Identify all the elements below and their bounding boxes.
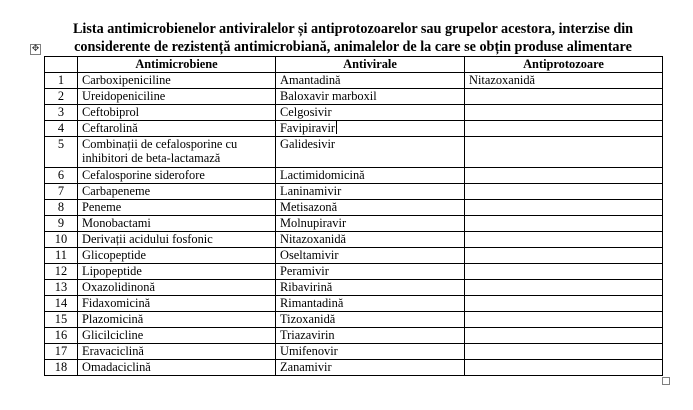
cell-antivirale-text: Baloxavir marboxil (280, 89, 377, 103)
cell-antimicrobiene-text: Combinații de cefalosporine cu inhibitori de beta-lactamază (82, 137, 238, 165)
cell-antiprotozoare[interactable] (465, 105, 663, 121)
header-num[interactable] (45, 57, 78, 73)
table-row (45, 248, 663, 264)
cell-antimicrobiene-text: Carbapeneme (82, 184, 151, 198)
table-row (45, 73, 663, 89)
cell-num-text: 5 (57, 137, 65, 151)
cell-antivirale[interactable] (276, 216, 465, 232)
table-row (45, 280, 663, 296)
cell-num[interactable] (45, 360, 78, 376)
title-line-1: Lista antimicrobienelor antiviralelor și antiprotozoarelor sau grupelor acestora, interzise din (72, 21, 634, 37)
cell-antivirale-text: Zanamivir (280, 360, 332, 374)
cell-num[interactable] (45, 137, 78, 168)
cell-antivirale[interactable] (276, 264, 465, 280)
cell-antimicrobiene-text: Peneme (82, 200, 122, 214)
cell-antimicrobiene-text: Fidaxomicină (82, 296, 151, 310)
table-row (45, 344, 663, 360)
table-row (45, 121, 663, 137)
cell-antiprotozoare[interactable] (465, 264, 663, 280)
cell-antivirale[interactable] (276, 137, 465, 168)
cell-antiprotozoare[interactable] (465, 137, 663, 168)
cell-antivirale-text: Amantadină (280, 73, 341, 87)
table-row (45, 312, 663, 328)
cell-num[interactable] (45, 296, 78, 312)
cell-antimicrobiene[interactable] (78, 344, 276, 360)
cell-antivirale-text: Celgosivir (280, 105, 332, 119)
table-row (45, 184, 663, 200)
cell-num[interactable] (45, 200, 78, 216)
cell-num[interactable] (45, 184, 78, 200)
cell-num[interactable] (45, 248, 78, 264)
table-row (45, 232, 663, 248)
cell-antiprotozoare[interactable] (465, 168, 663, 184)
antimicrobial-table (44, 56, 663, 376)
cell-num[interactable] (45, 73, 78, 89)
cell-antivirale-text: Triazavirin (280, 328, 335, 342)
cell-num-text: 3 (57, 105, 65, 119)
cell-antivirale[interactable] (276, 184, 465, 200)
cell-antimicrobiene[interactable] (78, 280, 276, 296)
table-resize-handle-icon[interactable] (662, 377, 670, 385)
table-body (45, 73, 663, 376)
cell-antiprotozoare[interactable] (465, 296, 663, 312)
table-row (45, 105, 663, 121)
cell-num[interactable] (45, 344, 78, 360)
cell-antimicrobiene[interactable] (78, 328, 276, 344)
document-title (44, 20, 662, 56)
cell-antivirale[interactable] (276, 232, 465, 248)
cell-num-text: 4 (57, 121, 65, 135)
cell-antiprotozoare[interactable] (465, 216, 663, 232)
cell-antiprotozoare[interactable] (465, 232, 663, 248)
table-row (45, 360, 663, 376)
cell-antivirale-text: Ribavirină (280, 280, 333, 294)
cell-num-text: 18 (54, 360, 68, 374)
cell-antiprotozoare[interactable] (465, 312, 663, 328)
cell-antivirale-text: Umifenovir (280, 344, 338, 358)
cell-antivirale[interactable] (276, 312, 465, 328)
header-antiprotozoare[interactable]: Antiprotozoare (465, 57, 663, 73)
cell-antivirale-text: Nitazoxanidă (280, 232, 347, 246)
cell-antimicrobiene-text: Ureidopeniciline (82, 89, 166, 103)
cell-antimicrobiene-text: Oxazolidinonă (82, 280, 155, 294)
header-antivirale[interactable]: Antivirale (276, 57, 465, 73)
cell-antimicrobiene[interactable] (78, 73, 276, 89)
cell-antimicrobiene[interactable] (78, 312, 276, 328)
cell-num-text: 16 (54, 328, 68, 342)
cell-num-text: 14 (54, 296, 68, 310)
table-row (45, 168, 663, 184)
cell-antimicrobiene[interactable] (78, 232, 276, 248)
cell-num[interactable] (45, 232, 78, 248)
cell-antivirale[interactable] (276, 105, 465, 121)
cell-antiprotozoare[interactable] (465, 360, 663, 376)
cell-antivirale[interactable] (276, 168, 465, 184)
cell-antivirale-text: Molnupiravir (280, 216, 347, 230)
cell-antimicrobiene-text: Glicilcicline (82, 328, 144, 342)
cell-num-text: 17 (54, 344, 68, 358)
cell-antimicrobiene[interactable] (78, 121, 276, 137)
cell-num[interactable] (45, 121, 78, 137)
cell-antivirale-text: Peramivir (280, 264, 329, 278)
cell-antimicrobiene-text: Derivații acidului fosfonic (82, 232, 213, 246)
cell-antimicrobiene-text: Cefalosporine siderofore (82, 168, 205, 182)
cell-antivirale[interactable] (276, 248, 465, 264)
text-cursor (336, 121, 337, 134)
title-line-2: considerente de rezistență antimicrobiană, animalelor de la care se obțin produse alimentare (74, 39, 632, 55)
cell-antimicrobiene[interactable] (78, 264, 276, 280)
cell-antiprotozoare[interactable] (465, 328, 663, 344)
cell-antivirale-text: Galidesivir (280, 137, 336, 151)
cell-num-text: 12 (54, 264, 68, 278)
cell-antivirale[interactable] (276, 280, 465, 296)
cell-antimicrobiene-text: Monobactami (82, 216, 151, 230)
cell-antivirale[interactable] (276, 89, 465, 105)
cell-antiprotozoare[interactable] (465, 280, 663, 296)
cell-antivirale-text: Favipiravir (280, 121, 336, 135)
table-header-row (45, 57, 663, 73)
cell-antivirale[interactable] (276, 200, 465, 216)
table-row (45, 328, 663, 344)
cell-antiprotozoare[interactable] (465, 73, 663, 89)
cell-antivirale[interactable] (276, 296, 465, 312)
cell-num[interactable] (45, 89, 78, 105)
cell-antimicrobiene[interactable] (78, 105, 276, 121)
cell-antimicrobiene-text: Ceftarolină (82, 121, 138, 135)
table-move-handle-icon[interactable]: ✥ (31, 44, 40, 54)
cell-num[interactable] (45, 312, 78, 328)
header-antimicrobiene[interactable]: Antimicrobiene (78, 57, 276, 73)
table-row (45, 137, 663, 168)
cell-num-text: 15 (54, 312, 68, 326)
cell-num[interactable] (45, 105, 78, 121)
cell-antimicrobiene[interactable] (78, 296, 276, 312)
cell-antimicrobiene[interactable] (78, 216, 276, 232)
cell-antivirale-text: Oseltamivir (280, 248, 339, 262)
cell-antiprotozoare[interactable] (465, 248, 663, 264)
cell-antivirale[interactable] (276, 328, 465, 344)
cell-num-text: 6 (57, 168, 65, 182)
cell-antimicrobiene[interactable] (78, 200, 276, 216)
cell-antimicrobiene[interactable] (78, 168, 276, 184)
cell-antivirale[interactable] (276, 360, 465, 376)
cell-num-text: 8 (57, 200, 65, 214)
table-row (45, 216, 663, 232)
cell-antimicrobiene-text: Carboxipeniciline (82, 73, 171, 87)
cell-antiprotozoare[interactable] (465, 184, 663, 200)
cell-num[interactable] (45, 216, 78, 232)
cell-antiprotozoare[interactable] (465, 200, 663, 216)
cell-antivirale-text: Laninamivir (280, 184, 342, 198)
cell-antiprotozoare[interactable] (465, 89, 663, 105)
table-row (45, 89, 663, 105)
cell-antimicrobiene[interactable] (78, 137, 276, 168)
table-row (45, 296, 663, 312)
cell-antivirale-text: Rimantadină (280, 296, 344, 310)
cell-antimicrobiene[interactable] (78, 89, 276, 105)
cell-antivirale[interactable] (276, 344, 465, 360)
cell-antivirale-text: Metisazonă (280, 200, 338, 214)
cell-num[interactable] (45, 168, 78, 184)
cell-num[interactable] (45, 264, 78, 280)
cell-antimicrobiene[interactable] (78, 248, 276, 264)
cell-antimicrobiene-text: Ceftobiprol (82, 105, 140, 119)
cell-antivirale-text: Lactimidomicină (280, 168, 365, 182)
cell-num[interactable] (45, 328, 78, 344)
cell-antimicrobiene-text: Plazomicină (82, 312, 144, 326)
cell-antimicrobiene-text: Lipopeptide (82, 264, 142, 278)
cell-num-text: 9 (57, 216, 65, 230)
table-row (45, 200, 663, 216)
cell-num-text: 11 (55, 248, 67, 262)
cell-antiprotozoare-text: Nitazoxanidă (469, 73, 536, 87)
cell-antimicrobiene-text: Glicopeptide (82, 248, 146, 262)
cell-antiprotozoare[interactable] (465, 121, 663, 137)
cell-num[interactable] (45, 280, 78, 296)
cell-num-text: 2 (57, 89, 65, 103)
cell-antivirale[interactable] (276, 73, 465, 89)
cell-antimicrobiene[interactable] (78, 360, 276, 376)
cell-antivirale[interactable] (276, 121, 465, 137)
cell-antiprotozoare[interactable] (465, 344, 663, 360)
table-row (45, 264, 663, 280)
cell-antimicrobiene[interactable] (78, 184, 276, 200)
cell-num-text: 7 (57, 184, 65, 198)
cell-num-text: 1 (57, 73, 65, 87)
cell-num-text: 10 (54, 232, 68, 246)
cell-antivirale-text: Tizoxanidă (280, 312, 336, 326)
cell-num-text: 13 (54, 280, 68, 294)
cell-antimicrobiene-text: Eravaciclină (82, 344, 144, 358)
cell-antimicrobiene-text: Omadaciclină (82, 360, 151, 374)
